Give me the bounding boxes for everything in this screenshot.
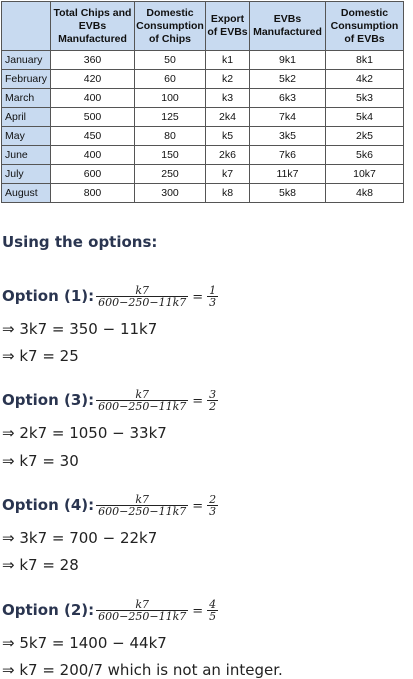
solution-step: ⇒ k7 = 200/7 which is not an integer. [2,661,283,679]
fraction-numerator: 3 [209,388,217,401]
header-cell: Total Chips and EVBs Manufactured [51,2,135,51]
equals-sign: = [192,394,204,409]
equals-sign: = [192,499,204,514]
table-cell: 3k5 [250,127,326,146]
table-cell: 60 [135,70,206,89]
table-header-row [2,2,404,51]
table-cell: 5k8 [250,184,326,203]
option-equation [2,285,220,308]
fraction-denominator: 600−250−11k7 [98,296,187,309]
table-cell: 2k5 [326,127,404,146]
table-cell: 420 [51,70,135,89]
month-cell: April [2,108,51,127]
solution-step: ⇒ 3k7 = 350 − 11k7 [2,320,158,338]
equals-sign: = [192,604,204,619]
table-cell: 4k8 [326,184,404,203]
solution-heading: Using the options: [2,233,158,251]
month-cell: May [2,127,51,146]
table-cell: 100 [135,89,206,108]
month-cell: March [2,89,51,108]
month-cell: August [2,184,51,203]
table-row [2,89,404,108]
fraction-denominator: 2 [209,400,217,413]
solution-step: ⇒ k7 = 28 [2,556,79,574]
header-cell: Domestic Consumption of Chips [135,2,206,51]
table-cell: 5k2 [250,70,326,89]
table-cell: 4k2 [326,70,404,89]
fraction-denominator: 600−250−11k7 [98,400,187,413]
solution-step: ⇒ k7 = 25 [2,347,79,365]
fraction-numerator: k7 [135,598,150,611]
month-cell: June [2,146,51,165]
option-label: Option (3): [2,391,95,409]
table-row [2,165,404,184]
fraction-denominator: 3 [209,296,217,309]
header-cell: Export of EVBs [206,2,250,51]
option-equation [2,494,220,517]
table-row [2,146,404,165]
table-cell: 7k6 [250,146,326,165]
table-cell: 5k6 [326,146,404,165]
option-label: Option (4): [2,496,95,514]
table-cell: 300 [135,184,206,203]
header-cell [2,2,51,51]
solution-step: ⇒ 3k7 = 700 − 22k7 [2,529,158,547]
table-cell: 125 [135,108,206,127]
table-cell: 11k7 [250,165,326,184]
fraction-denominator: 3 [209,505,217,518]
table-cell: 2k6 [206,146,250,165]
table-cell: 600 [51,165,135,184]
rhs-fraction [207,389,218,412]
header-cell: EVBs Manufactured [250,2,326,51]
table-cell: 800 [51,184,135,203]
solution-step: ⇒ k7 = 30 [2,452,79,470]
solution-step: ⇒ 2k7 = 1050 − 33k7 [2,424,167,442]
fraction-numerator: k7 [135,284,150,297]
table-cell: k5 [206,127,250,146]
production-table [1,1,404,203]
month-cell: July [2,165,51,184]
lhs-fraction [96,285,188,308]
fraction-denominator: 5 [209,610,217,623]
fraction-numerator: 2 [209,493,217,506]
fraction-numerator: 1 [209,284,217,297]
table-cell: 8k1 [326,51,404,70]
option-equation [2,599,220,622]
table-cell: 150 [135,146,206,165]
table-cell: 5k3 [326,89,404,108]
lhs-fraction [96,389,188,412]
table-cell: 400 [51,89,135,108]
option-label: Option (2): [2,601,95,619]
table-cell: k2 [206,70,250,89]
option-label: Option (1): [2,287,95,305]
fraction-denominator: 600−250−11k7 [98,505,187,518]
table-row [2,127,404,146]
lhs-fraction [96,494,188,517]
rhs-fraction [207,599,218,622]
rhs-fraction [207,494,218,517]
fraction-numerator: 4 [209,598,217,611]
table-cell: 7k4 [250,108,326,127]
table-cell: k1 [206,51,250,70]
fraction-numerator: k7 [135,388,150,401]
table-cell: 450 [51,127,135,146]
table-cell: 9k1 [250,51,326,70]
table-cell: 6k3 [250,89,326,108]
table-row [2,184,404,203]
equals-sign: = [192,290,204,305]
table-cell: 400 [51,146,135,165]
month-cell: January [2,51,51,70]
table-cell: k3 [206,89,250,108]
table-cell: 250 [135,165,206,184]
table-cell: 80 [135,127,206,146]
table-row [2,51,404,70]
table-row [2,70,404,89]
table-cell: 10k7 [326,165,404,184]
data-table-container [1,1,403,203]
table-cell: 2k4 [206,108,250,127]
table-cell: k8 [206,184,250,203]
rhs-fraction [207,285,218,308]
table-cell: 360 [51,51,135,70]
fraction-denominator: 600−250−11k7 [98,610,187,623]
table-cell: 5k4 [326,108,404,127]
table-cell: 50 [135,51,206,70]
table-cell: 500 [51,108,135,127]
header-cell: Domestic Consumption of EVBs [326,2,404,51]
table-cell: k7 [206,165,250,184]
fraction-numerator: k7 [135,493,150,506]
option-equation [2,389,220,412]
table-row [2,108,404,127]
lhs-fraction [96,599,188,622]
solution-step: ⇒ 5k7 = 1400 − 44k7 [2,634,167,652]
month-cell: February [2,70,51,89]
